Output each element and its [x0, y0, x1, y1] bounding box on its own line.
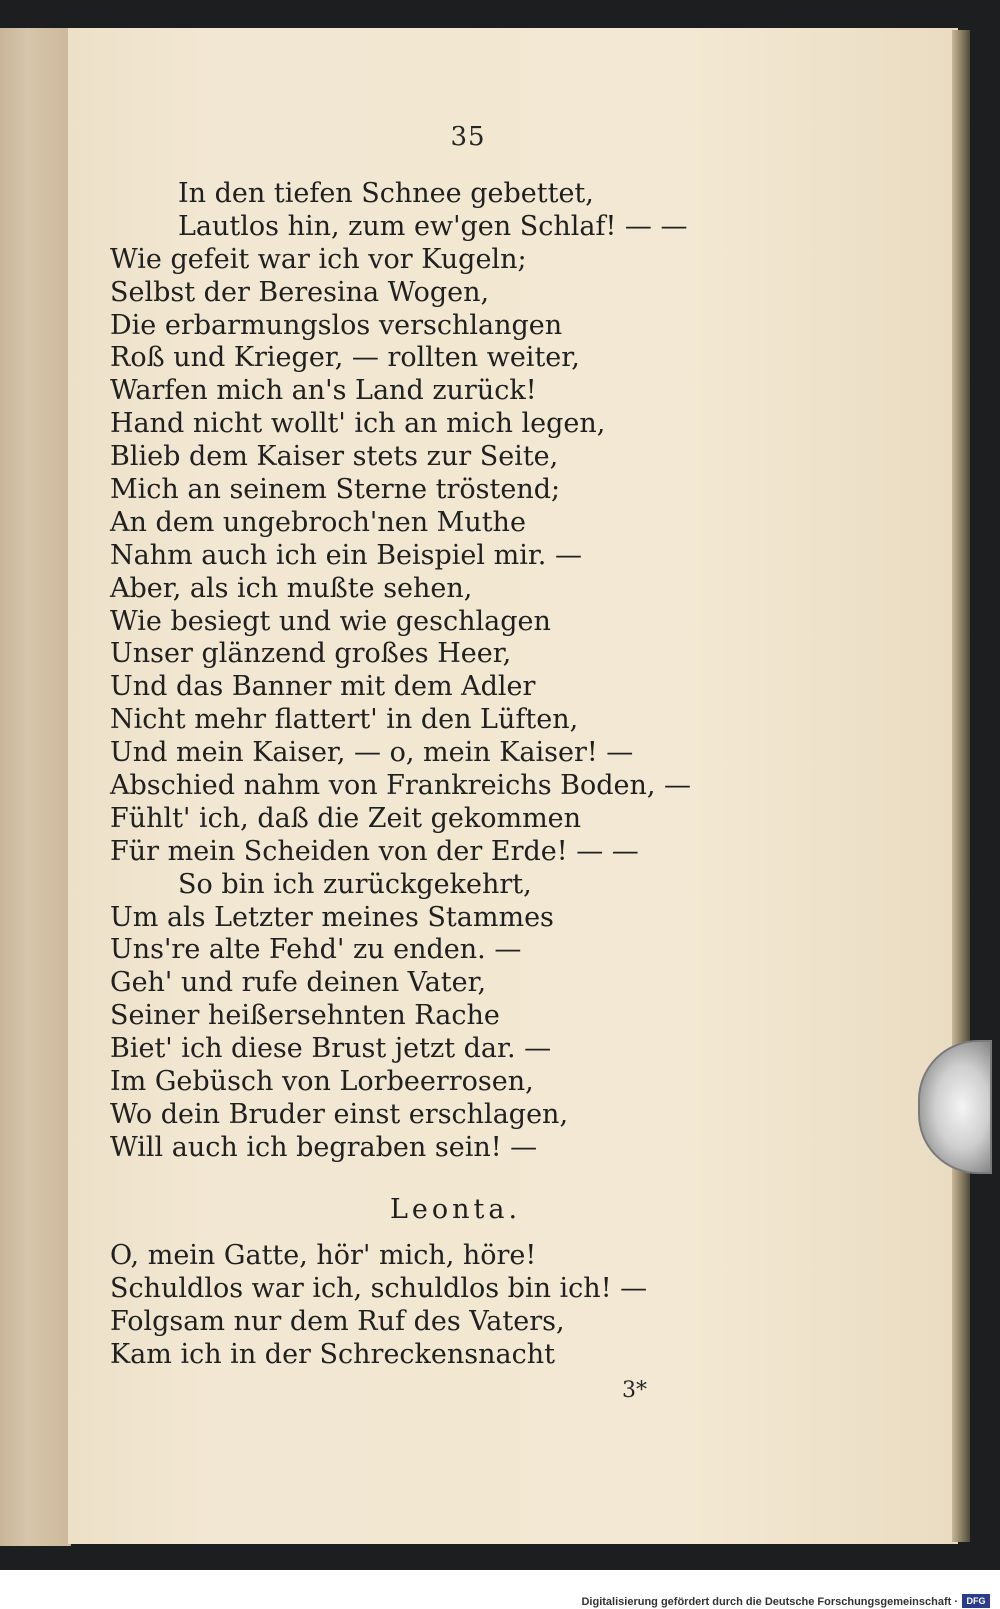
verse-line: Selbst der Beresina Wogen, — [110, 276, 490, 308]
page-number: 35 — [450, 122, 486, 152]
verse-line: Und das Banner mit dem Adler — [110, 671, 536, 703]
verse-line: Wie besiegt und wie geschlagen — [110, 605, 551, 637]
verse-line: Und mein Kaiser, — o, mein Kaiser! — — [110, 737, 634, 769]
verse-line: Aber, als ich mußte sehen, — [110, 572, 473, 604]
verse-line: Abschied nahm von Frankreichs Boden, — — [110, 770, 692, 802]
verse-line: Roß und Krieger, — rollten weiter, — [110, 342, 580, 374]
verse-line: Wo dein Bruder einst erschlagen, — [110, 1098, 569, 1130]
verse-line: Mich an seinem Sterne tröstend; — [110, 474, 561, 506]
verse-block-2 — [110, 1240, 730, 1372]
verse-line: O, mein Gatte, hör' mich, höre! — [110, 1240, 537, 1271]
verse-line: In den tiefen Schnee gebettet, — [178, 178, 594, 209]
verse-line: Kam ich in der Schreckensnacht — [110, 1338, 555, 1370]
verse-line: Im Gebüsch von Lorbeerrosen, — [110, 1066, 534, 1098]
verse-line: Hand nicht wollt' ich an mich legen, — [110, 408, 606, 440]
verse-line: Warfen mich an's Land zurück! — [110, 375, 537, 407]
footer-credit: Digitalisierung gefördert durch die Deutsche Forschungsgemeinschaft · — [581, 1596, 958, 1608]
verse-line: Fühlt' ich, daß die Zeit gekommen — [110, 802, 582, 834]
verse-line: An dem ungebroch'nen Muthe — [110, 506, 526, 538]
verse-line: Nicht mehr flattert' in den Lüften, — [110, 704, 579, 736]
speaker-name: Leonta. — [390, 1194, 522, 1225]
verse-line: Die erbarmungslos verschlangen — [110, 309, 563, 341]
verse-line: So bin ich zurückgekehrt, — [178, 868, 532, 900]
verse-line: Geh' und rufe deinen Vater, — [110, 967, 487, 999]
facing-page-edge — [0, 28, 71, 1546]
verse-block — [110, 178, 730, 1165]
verse-line: Folgsam nur dem Ruf des Vaters, — [110, 1305, 565, 1337]
verse-line: Uns're alte Fehd' zu enden. — — [110, 934, 522, 966]
verse-line: Um als Letzter meines Stammes — [110, 901, 554, 933]
page-fore-edge — [952, 30, 970, 1542]
dfg-logo-icon: DFG — [962, 1594, 990, 1608]
verse-line: Blieb dem Kaiser stets zur Seite, — [110, 441, 559, 473]
verse-line: Biet' ich diese Brust jetzt dar. — — [110, 1033, 552, 1065]
verse-line: Unser glänzend großes Heer, — [110, 638, 512, 670]
verse-line: Lautlos hin, zum ew'gen Schlaf! — — — [178, 210, 688, 242]
verse-line: Nahm auch ich ein Beispiel mir. — — [110, 539, 582, 571]
signature-mark: 3* — [622, 1378, 647, 1403]
verse-line: Seiner heißersehnten Rache — [110, 1000, 500, 1032]
verse-line: Für mein Scheiden von der Erde! — — — [110, 835, 639, 867]
verse-line: Schuldlos war ich, schuldlos bin ich! — — [110, 1272, 648, 1304]
verse-line: Will auch ich begraben sein! — — [110, 1131, 538, 1163]
verse-line: Wie gefeit war ich vor Kugeln; — [110, 243, 527, 275]
